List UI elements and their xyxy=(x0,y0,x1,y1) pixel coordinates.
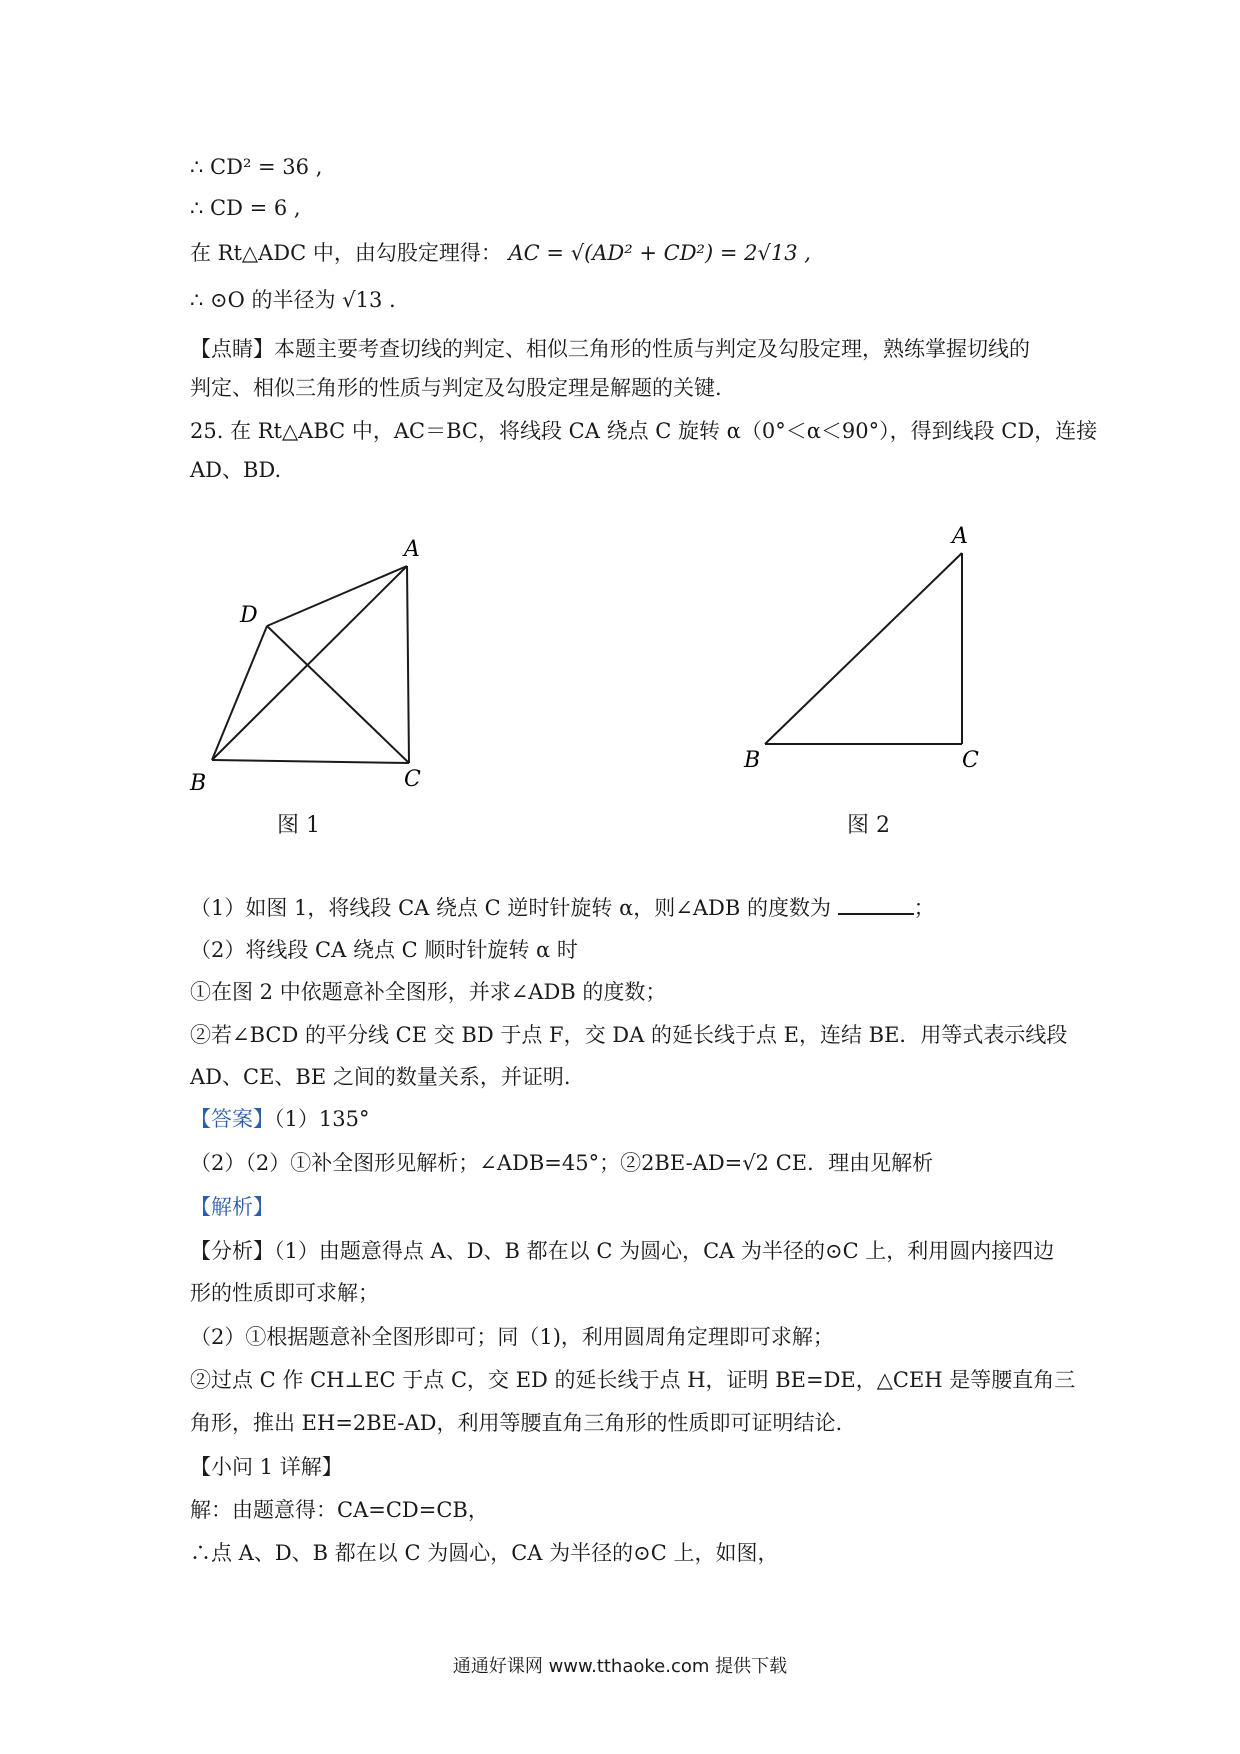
question-2-part-1: ①在图 2 中依题意补全图形，并求∠ADB 的度数； xyxy=(190,980,667,1004)
problem-25-statement-cont: AD、BD. xyxy=(190,458,282,482)
answer-blank xyxy=(838,893,914,915)
analysis-para-5: 角形，推出 EH=2BE-AD，利用等腰直角三角形的性质即可证明结论. xyxy=(190,1411,843,1435)
problem-25-statement: 25. 在 Rt△ABC 中，AC＝BC，将线段 CA 绕点 C 旋转 α（0°＜α＜90°），得到线段 CD，连接 xyxy=(190,419,1098,443)
text-line-radius: ∴ ⊙O 的半径为 √13 . xyxy=(190,288,396,312)
analysis-para-8: ∴点 A、D、B 都在以 C 为圆心，CA 为半径的⊙C 上，如图， xyxy=(190,1541,779,1565)
answer-line-1 xyxy=(190,1104,1060,1134)
fig2-label-a: A xyxy=(952,524,968,549)
fig2-label-c: C xyxy=(962,748,979,773)
figure-1-diagram xyxy=(0,0,1240,860)
fig1-segment-da xyxy=(267,566,407,626)
answer-tag: 【答案】 xyxy=(190,1107,274,1131)
fig1-label-b: B xyxy=(190,771,207,796)
analysis-para-3: （2）①根据题意补全图形即可；同（1)，利用圆周角定理即可求解； xyxy=(190,1325,834,1349)
question-2: （2）将线段 CA 绕点 C 顺时针旋转 α 时 xyxy=(190,938,578,962)
question-1-text: （1）如图 1，将线段 CA 绕点 C 逆时针旋转 α，则∠ADB 的度数为 xyxy=(190,896,831,920)
fig1-segment-db xyxy=(212,626,267,760)
fig1-label-d: D xyxy=(240,603,258,628)
analysis-para-6: 【小问 1 详解】 xyxy=(190,1455,343,1479)
fig1-segment-ac xyxy=(407,566,409,763)
analysis-tag: 【解析】 xyxy=(190,1195,274,1219)
analysis-para-4: ②过点 C 作 CH⊥EC 于点 C，交 ED 的延长线于点 H，证明 BE=DE，△CEH 是等腰直角三 xyxy=(190,1368,1076,1392)
fig1-segment-ba xyxy=(212,566,407,760)
answer-line-2: （2）（2）①补全图形见解析；∠ADB=45°；②2BE-AD=√2 CE．理由见解析 xyxy=(190,1151,934,1175)
text-line-comment-2: 判定、相似三角形的性质与判定及勾股定理是解题的关键. xyxy=(190,376,722,400)
text-line-cd-squared: ∴ CD² = 36 , xyxy=(190,155,323,179)
analysis-para-7: 解：由题意得：CA=CD=CB， xyxy=(190,1498,489,1522)
question-1-end: ； xyxy=(913,896,935,920)
question-2-part-2-cont: AD、CE、BE 之间的数量关系，并证明. xyxy=(190,1065,571,1089)
fig1-segment-bc xyxy=(212,760,409,763)
fig1-segment-dc xyxy=(267,626,409,763)
text-line-comment-1: 【点睛】本题主要考查切线的判定、相似三角形的性质与判定及勾股定理，熟练掌握切线的 xyxy=(190,337,1030,361)
fig1-label-a: A xyxy=(404,537,420,562)
fig2-label-b: B xyxy=(744,748,761,773)
fig1-label-c: C xyxy=(404,767,421,792)
analysis-para-2: 形的性质即可求解； xyxy=(190,1281,379,1305)
question-1 xyxy=(190,893,1060,923)
answer-1: （1）135° xyxy=(274,1107,370,1131)
figure-2-caption: 图 2 xyxy=(847,813,890,838)
question-2-part-2: ②若∠BCD 的平分线 CE 交 BD 于点 F，交 DA 的延长线于点 E，连结 BE．用等式表示线段 xyxy=(190,1023,1068,1047)
analysis-para-1: 【分析】（1）由题意得点 A、D、B 都在以 C 为圆心，CA 为半径的⊙C 上，利用圆内接四边 xyxy=(190,1239,1055,1263)
text-line-cd-value: ∴ CD = 6 , xyxy=(190,196,301,220)
fig2-segment-ba xyxy=(765,553,962,744)
pythagoras-formula: AC = √(AD² + CD²) = 2√13 , xyxy=(508,241,811,265)
pythagoras-intro: 在 Rt△ADC 中，由勾股定理得： xyxy=(190,241,502,265)
figure-1-caption: 图 1 xyxy=(277,813,320,838)
page-footer: 通通好课网 www.tthaoke.com 提供下载 xyxy=(452,1656,788,1677)
